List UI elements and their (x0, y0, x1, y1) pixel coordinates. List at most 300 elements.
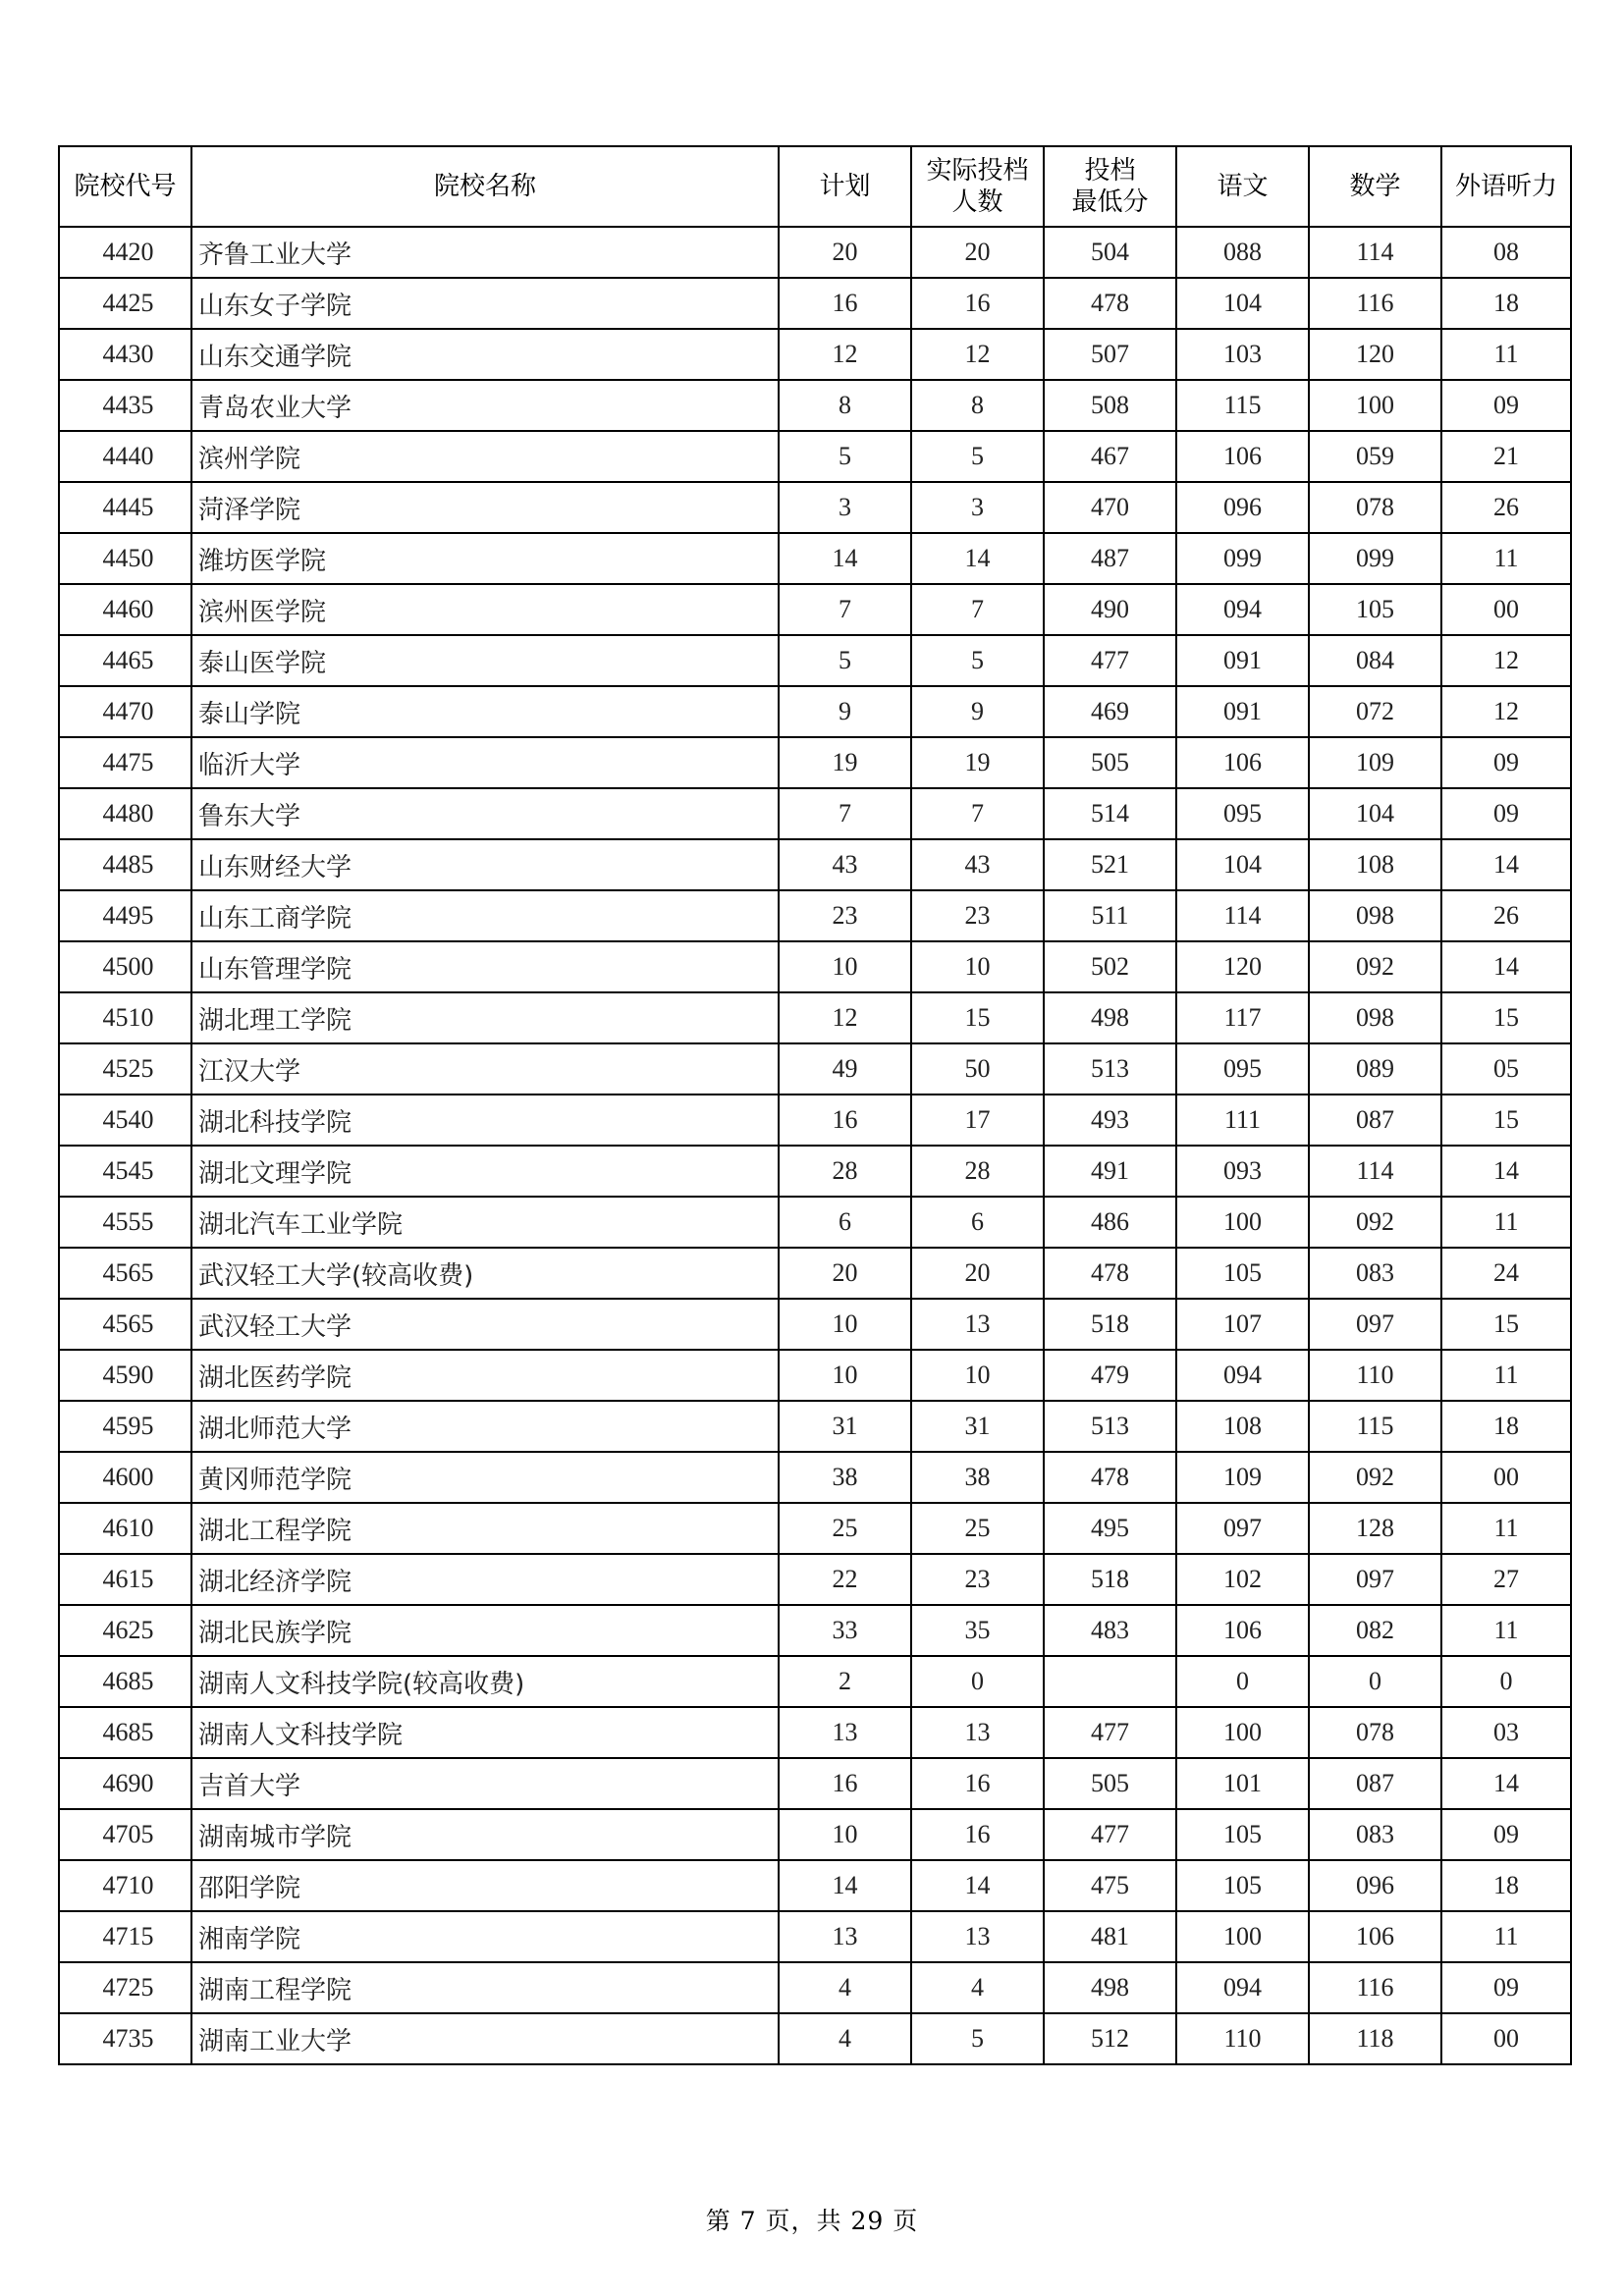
cell-chinese: 115 (1176, 380, 1309, 431)
cell-plan: 16 (779, 278, 911, 329)
cell-min-score: 511 (1044, 890, 1176, 941)
cell-math: 089 (1309, 1043, 1441, 1095)
cell-name: 鲁东大学 (191, 788, 779, 839)
cell-plan: 3 (779, 482, 911, 533)
cell-plan: 28 (779, 1146, 911, 1197)
header-min-line2: 最低分 (1071, 187, 1149, 217)
cell-code: 4615 (59, 1554, 191, 1605)
header-row (59, 146, 1571, 227)
cell-name: 武汉轻工大学 (191, 1299, 779, 1350)
table-row (59, 941, 1571, 992)
cell-math: 096 (1309, 1860, 1441, 1911)
header-min-score (1044, 146, 1176, 227)
cell-name: 泰山学院 (191, 686, 779, 737)
cell-name: 临沂大学 (191, 737, 779, 788)
cell-listening: 05 (1441, 1043, 1571, 1095)
cell-listening: 11 (1441, 1350, 1571, 1401)
cell-actual: 35 (911, 1605, 1044, 1656)
table-row (59, 1350, 1571, 1401)
cell-listening: 09 (1441, 1962, 1571, 2013)
table-row (59, 380, 1571, 431)
cell-listening: 09 (1441, 788, 1571, 839)
cell-math: 106 (1309, 1911, 1441, 1962)
cell-math: 114 (1309, 1146, 1441, 1197)
table-row (59, 1043, 1571, 1095)
cell-actual: 5 (911, 635, 1044, 686)
cell-chinese: 109 (1176, 1452, 1309, 1503)
cell-listening: 26 (1441, 890, 1571, 941)
cell-listening: 21 (1441, 431, 1571, 482)
cell-min-score: 478 (1044, 1248, 1176, 1299)
cell-chinese: 106 (1176, 431, 1309, 482)
cell-code: 4705 (59, 1809, 191, 1860)
cell-min-score: 518 (1044, 1554, 1176, 1605)
header-listening: 外语听力 (1441, 146, 1571, 227)
cell-listening: 26 (1441, 482, 1571, 533)
table-header (59, 146, 1571, 227)
header-actual-line1: 实际投档 (926, 156, 1029, 186)
cell-min-score (1044, 1656, 1176, 1707)
cell-min-score: 493 (1044, 1095, 1176, 1146)
cell-actual: 7 (911, 788, 1044, 839)
cell-name: 齐鲁工业大学 (191, 227, 779, 278)
cell-chinese: 096 (1176, 482, 1309, 533)
cell-code: 4555 (59, 1197, 191, 1248)
cell-min-score: 483 (1044, 1605, 1176, 1656)
cell-name: 吉首大学 (191, 1758, 779, 1809)
cell-plan: 20 (779, 1248, 911, 1299)
cell-actual: 25 (911, 1503, 1044, 1554)
cell-actual: 14 (911, 1860, 1044, 1911)
table-row (59, 1605, 1571, 1656)
cell-math: 092 (1309, 1197, 1441, 1248)
cell-listening: 14 (1441, 1758, 1571, 1809)
cell-plan: 23 (779, 890, 911, 941)
cell-actual: 16 (911, 278, 1044, 329)
table-row (59, 1452, 1571, 1503)
cell-listening: 14 (1441, 839, 1571, 890)
cell-code: 4485 (59, 839, 191, 890)
cell-listening: 15 (1441, 992, 1571, 1043)
cell-code: 4595 (59, 1401, 191, 1452)
cell-code: 4685 (59, 1656, 191, 1707)
cell-plan: 7 (779, 788, 911, 839)
cell-actual: 12 (911, 329, 1044, 380)
cell-chinese: 111 (1176, 1095, 1309, 1146)
header-name: 院校名称 (191, 146, 779, 227)
cell-math: 109 (1309, 737, 1441, 788)
cell-math: 100 (1309, 380, 1441, 431)
cell-actual: 13 (911, 1911, 1044, 1962)
cell-actual: 31 (911, 1401, 1044, 1452)
table-row (59, 737, 1571, 788)
cell-min-score: 467 (1044, 431, 1176, 482)
cell-listening: 11 (1441, 1911, 1571, 1962)
cell-min-score: 507 (1044, 329, 1176, 380)
table-row (59, 788, 1571, 839)
cell-math: 120 (1309, 329, 1441, 380)
cell-chinese: 103 (1176, 329, 1309, 380)
cell-min-score: 487 (1044, 533, 1176, 584)
cell-actual: 23 (911, 890, 1044, 941)
table-row (59, 839, 1571, 890)
cell-actual: 23 (911, 1554, 1044, 1605)
cell-plan: 49 (779, 1043, 911, 1095)
cell-math: 087 (1309, 1758, 1441, 1809)
cell-listening: 11 (1441, 1605, 1571, 1656)
cell-chinese: 0 (1176, 1656, 1309, 1707)
cell-plan: 25 (779, 1503, 911, 1554)
cell-plan: 10 (779, 1350, 911, 1401)
cell-name: 邵阳学院 (191, 1860, 779, 1911)
cell-math: 115 (1309, 1401, 1441, 1452)
table-row (59, 1095, 1571, 1146)
cell-code: 4480 (59, 788, 191, 839)
cell-math: 078 (1309, 1707, 1441, 1758)
cell-code: 4440 (59, 431, 191, 482)
cell-actual: 9 (911, 686, 1044, 737)
cell-code: 4710 (59, 1860, 191, 1911)
cell-actual: 0 (911, 1656, 1044, 1707)
cell-math: 110 (1309, 1350, 1441, 1401)
page-footer: 第 7 页，共 29 页 (705, 2207, 919, 2235)
cell-actual: 5 (911, 431, 1044, 482)
cell-listening: 11 (1441, 533, 1571, 584)
cell-listening: 09 (1441, 1809, 1571, 1860)
cell-actual: 20 (911, 1248, 1044, 1299)
table-row (59, 1707, 1571, 1758)
table-row (59, 2013, 1571, 2064)
cell-plan: 2 (779, 1656, 911, 1707)
cell-name: 湖北民族学院 (191, 1605, 779, 1656)
cell-name: 湖南工程学院 (191, 1962, 779, 2013)
cell-chinese: 106 (1176, 737, 1309, 788)
cell-listening: 08 (1441, 227, 1571, 278)
cell-min-score: 505 (1044, 737, 1176, 788)
cell-code: 4715 (59, 1911, 191, 1962)
cell-chinese: 093 (1176, 1146, 1309, 1197)
table-row (59, 1656, 1571, 1707)
cell-name: 菏泽学院 (191, 482, 779, 533)
cell-math: 0 (1309, 1656, 1441, 1707)
cell-math: 128 (1309, 1503, 1441, 1554)
cell-code: 4625 (59, 1605, 191, 1656)
cell-name: 泰山医学院 (191, 635, 779, 686)
cell-name: 湖北科技学院 (191, 1095, 779, 1146)
header-actual (911, 146, 1044, 227)
cell-plan: 12 (779, 992, 911, 1043)
cell-listening: 11 (1441, 1503, 1571, 1554)
cell-code: 4600 (59, 1452, 191, 1503)
cell-math: 092 (1309, 941, 1441, 992)
cell-chinese: 099 (1176, 533, 1309, 584)
cell-code: 4690 (59, 1758, 191, 1809)
table-row (59, 890, 1571, 941)
cell-name: 湖北理工学院 (191, 992, 779, 1043)
cell-name: 滨州学院 (191, 431, 779, 482)
cell-chinese: 117 (1176, 992, 1309, 1043)
cell-name: 山东管理学院 (191, 941, 779, 992)
cell-min-score: 486 (1044, 1197, 1176, 1248)
cell-plan: 22 (779, 1554, 911, 1605)
cell-min-score: 513 (1044, 1401, 1176, 1452)
cell-code: 4475 (59, 737, 191, 788)
cell-min-score: 514 (1044, 788, 1176, 839)
cell-code: 4435 (59, 380, 191, 431)
table-row (59, 1146, 1571, 1197)
cell-listening: 0 (1441, 1656, 1571, 1707)
table-row (59, 329, 1571, 380)
cell-code: 4610 (59, 1503, 191, 1554)
cell-min-score: 521 (1044, 839, 1176, 890)
cell-name: 武汉轻工大学(较高收费) (191, 1248, 779, 1299)
cell-math: 097 (1309, 1299, 1441, 1350)
cell-min-score: 490 (1044, 584, 1176, 635)
cell-actual: 8 (911, 380, 1044, 431)
cell-listening: 00 (1441, 584, 1571, 635)
cell-chinese: 101 (1176, 1758, 1309, 1809)
cell-math: 098 (1309, 992, 1441, 1043)
cell-name: 湖北文理学院 (191, 1146, 779, 1197)
cell-name: 湖北经济学院 (191, 1554, 779, 1605)
cell-min-score: 478 (1044, 278, 1176, 329)
cell-name: 湖北医药学院 (191, 1350, 779, 1401)
cell-chinese: 088 (1176, 227, 1309, 278)
cell-plan: 12 (779, 329, 911, 380)
cell-actual: 16 (911, 1758, 1044, 1809)
table-row (59, 1758, 1571, 1809)
cell-code: 4420 (59, 227, 191, 278)
cell-min-score: 477 (1044, 1809, 1176, 1860)
cell-actual: 17 (911, 1095, 1044, 1146)
cell-listening: 03 (1441, 1707, 1571, 1758)
cell-math: 104 (1309, 788, 1441, 839)
cell-plan: 5 (779, 635, 911, 686)
cell-chinese: 094 (1176, 1962, 1309, 2013)
cell-math: 116 (1309, 278, 1441, 329)
cell-plan: 7 (779, 584, 911, 635)
cell-plan: 10 (779, 1809, 911, 1860)
cell-actual: 13 (911, 1707, 1044, 1758)
table-row (59, 227, 1571, 278)
cell-chinese: 120 (1176, 941, 1309, 992)
cell-actual: 10 (911, 941, 1044, 992)
cell-math: 084 (1309, 635, 1441, 686)
header-code: 院校代号 (59, 146, 191, 227)
cell-math: 118 (1309, 2013, 1441, 2064)
cell-name: 山东工商学院 (191, 890, 779, 941)
cell-chinese: 105 (1176, 1809, 1309, 1860)
cell-actual: 16 (911, 1809, 1044, 1860)
cell-listening: 18 (1441, 1401, 1571, 1452)
cell-chinese: 100 (1176, 1911, 1309, 1962)
cell-listening: 24 (1441, 1248, 1571, 1299)
cell-plan: 16 (779, 1758, 911, 1809)
cell-code: 4590 (59, 1350, 191, 1401)
table-row (59, 533, 1571, 584)
cell-actual: 38 (911, 1452, 1044, 1503)
cell-min-score: 518 (1044, 1299, 1176, 1350)
cell-min-score: 505 (1044, 1758, 1176, 1809)
cell-plan: 38 (779, 1452, 911, 1503)
table-row (59, 278, 1571, 329)
cell-code: 4430 (59, 329, 191, 380)
cell-plan: 43 (779, 839, 911, 890)
cell-listening: 18 (1441, 278, 1571, 329)
cell-chinese: 097 (1176, 1503, 1309, 1554)
cell-name: 湖南工业大学 (191, 2013, 779, 2064)
cell-code: 4445 (59, 482, 191, 533)
admission-table (58, 145, 1572, 2065)
cell-plan: 14 (779, 1860, 911, 1911)
cell-chinese: 107 (1176, 1299, 1309, 1350)
cell-code: 4460 (59, 584, 191, 635)
cell-plan: 16 (779, 1095, 911, 1146)
table-body (59, 227, 1571, 2064)
cell-code: 4425 (59, 278, 191, 329)
cell-min-score: 491 (1044, 1146, 1176, 1197)
table-row (59, 1554, 1571, 1605)
cell-math: 116 (1309, 1962, 1441, 2013)
cell-min-score: 498 (1044, 1962, 1176, 2013)
table-row (59, 1401, 1571, 1452)
cell-actual: 6 (911, 1197, 1044, 1248)
cell-actual: 20 (911, 227, 1044, 278)
cell-math: 105 (1309, 584, 1441, 635)
cell-name: 黄冈师范学院 (191, 1452, 779, 1503)
cell-plan: 20 (779, 227, 911, 278)
cell-listening: 11 (1441, 329, 1571, 380)
cell-chinese: 105 (1176, 1248, 1309, 1299)
cell-math: 099 (1309, 533, 1441, 584)
cell-code: 4470 (59, 686, 191, 737)
cell-min-score: 470 (1044, 482, 1176, 533)
cell-listening: 18 (1441, 1860, 1571, 1911)
cell-listening: 09 (1441, 380, 1571, 431)
cell-actual: 10 (911, 1350, 1044, 1401)
cell-chinese: 094 (1176, 584, 1309, 635)
cell-plan: 8 (779, 380, 911, 431)
cell-math: 083 (1309, 1248, 1441, 1299)
cell-min-score: 508 (1044, 380, 1176, 431)
cell-listening: 14 (1441, 1146, 1571, 1197)
table-row (59, 1299, 1571, 1350)
cell-plan: 14 (779, 533, 911, 584)
cell-actual: 43 (911, 839, 1044, 890)
cell-actual: 14 (911, 533, 1044, 584)
cell-chinese: 094 (1176, 1350, 1309, 1401)
cell-chinese: 095 (1176, 788, 1309, 839)
cell-actual: 28 (911, 1146, 1044, 1197)
table-row (59, 992, 1571, 1043)
cell-name: 湖南人文科技学院(较高收费) (191, 1656, 779, 1707)
cell-min-score: 479 (1044, 1350, 1176, 1401)
cell-min-score: 477 (1044, 1707, 1176, 1758)
cell-name: 湖南城市学院 (191, 1809, 779, 1860)
cell-name: 江汉大学 (191, 1043, 779, 1095)
cell-code: 4685 (59, 1707, 191, 1758)
cell-listening: 11 (1441, 1197, 1571, 1248)
cell-chinese: 100 (1176, 1707, 1309, 1758)
cell-name: 青岛农业大学 (191, 380, 779, 431)
cell-listening: 14 (1441, 941, 1571, 992)
cell-plan: 10 (779, 941, 911, 992)
cell-listening: 15 (1441, 1299, 1571, 1350)
cell-math: 059 (1309, 431, 1441, 482)
cell-chinese: 091 (1176, 686, 1309, 737)
cell-min-score: 481 (1044, 1911, 1176, 1962)
cell-chinese: 104 (1176, 839, 1309, 890)
cell-plan: 6 (779, 1197, 911, 1248)
cell-listening: 15 (1441, 1095, 1571, 1146)
cell-plan: 5 (779, 431, 911, 482)
cell-chinese: 110 (1176, 2013, 1309, 2064)
cell-name: 湖北汽车工业学院 (191, 1197, 779, 1248)
cell-min-score: 475 (1044, 1860, 1176, 1911)
cell-chinese: 095 (1176, 1043, 1309, 1095)
cell-code: 4525 (59, 1043, 191, 1095)
cell-name: 山东女子学院 (191, 278, 779, 329)
cell-plan: 4 (779, 1962, 911, 2013)
cell-math: 082 (1309, 1605, 1441, 1656)
cell-math: 092 (1309, 1452, 1441, 1503)
cell-math: 072 (1309, 686, 1441, 737)
cell-name: 湖南人文科技学院 (191, 1707, 779, 1758)
header-plan: 计划 (779, 146, 911, 227)
table-row (59, 635, 1571, 686)
cell-chinese: 100 (1176, 1197, 1309, 1248)
cell-chinese: 104 (1176, 278, 1309, 329)
table-row (59, 1197, 1571, 1248)
cell-actual: 7 (911, 584, 1044, 635)
cell-listening: 00 (1441, 1452, 1571, 1503)
table-row (59, 482, 1571, 533)
cell-code: 4545 (59, 1146, 191, 1197)
cell-name: 湘南学院 (191, 1911, 779, 1962)
cell-math: 083 (1309, 1809, 1441, 1860)
cell-listening: 00 (1441, 2013, 1571, 2064)
cell-math: 078 (1309, 482, 1441, 533)
cell-math: 108 (1309, 839, 1441, 890)
cell-plan: 9 (779, 686, 911, 737)
table-row (59, 431, 1571, 482)
cell-math: 087 (1309, 1095, 1441, 1146)
cell-actual: 15 (911, 992, 1044, 1043)
table-row (59, 1809, 1571, 1860)
cell-code: 4565 (59, 1248, 191, 1299)
table-row (59, 1248, 1571, 1299)
table-row (59, 1860, 1571, 1911)
cell-name: 滨州医学院 (191, 584, 779, 635)
cell-code: 4565 (59, 1299, 191, 1350)
cell-plan: 4 (779, 2013, 911, 2064)
cell-name: 山东财经大学 (191, 839, 779, 890)
cell-listening: 27 (1441, 1554, 1571, 1605)
cell-listening: 12 (1441, 686, 1571, 737)
cell-actual: 3 (911, 482, 1044, 533)
header-min-line1: 投档 (1084, 156, 1136, 186)
cell-plan: 13 (779, 1911, 911, 1962)
cell-code: 4450 (59, 533, 191, 584)
cell-actual: 19 (911, 737, 1044, 788)
cell-listening: 12 (1441, 635, 1571, 686)
header-actual-line2: 人数 (951, 187, 1003, 217)
cell-min-score: 498 (1044, 992, 1176, 1043)
cell-name: 湖北工程学院 (191, 1503, 779, 1554)
cell-actual: 4 (911, 1962, 1044, 2013)
cell-math: 114 (1309, 227, 1441, 278)
cell-actual: 50 (911, 1043, 1044, 1095)
